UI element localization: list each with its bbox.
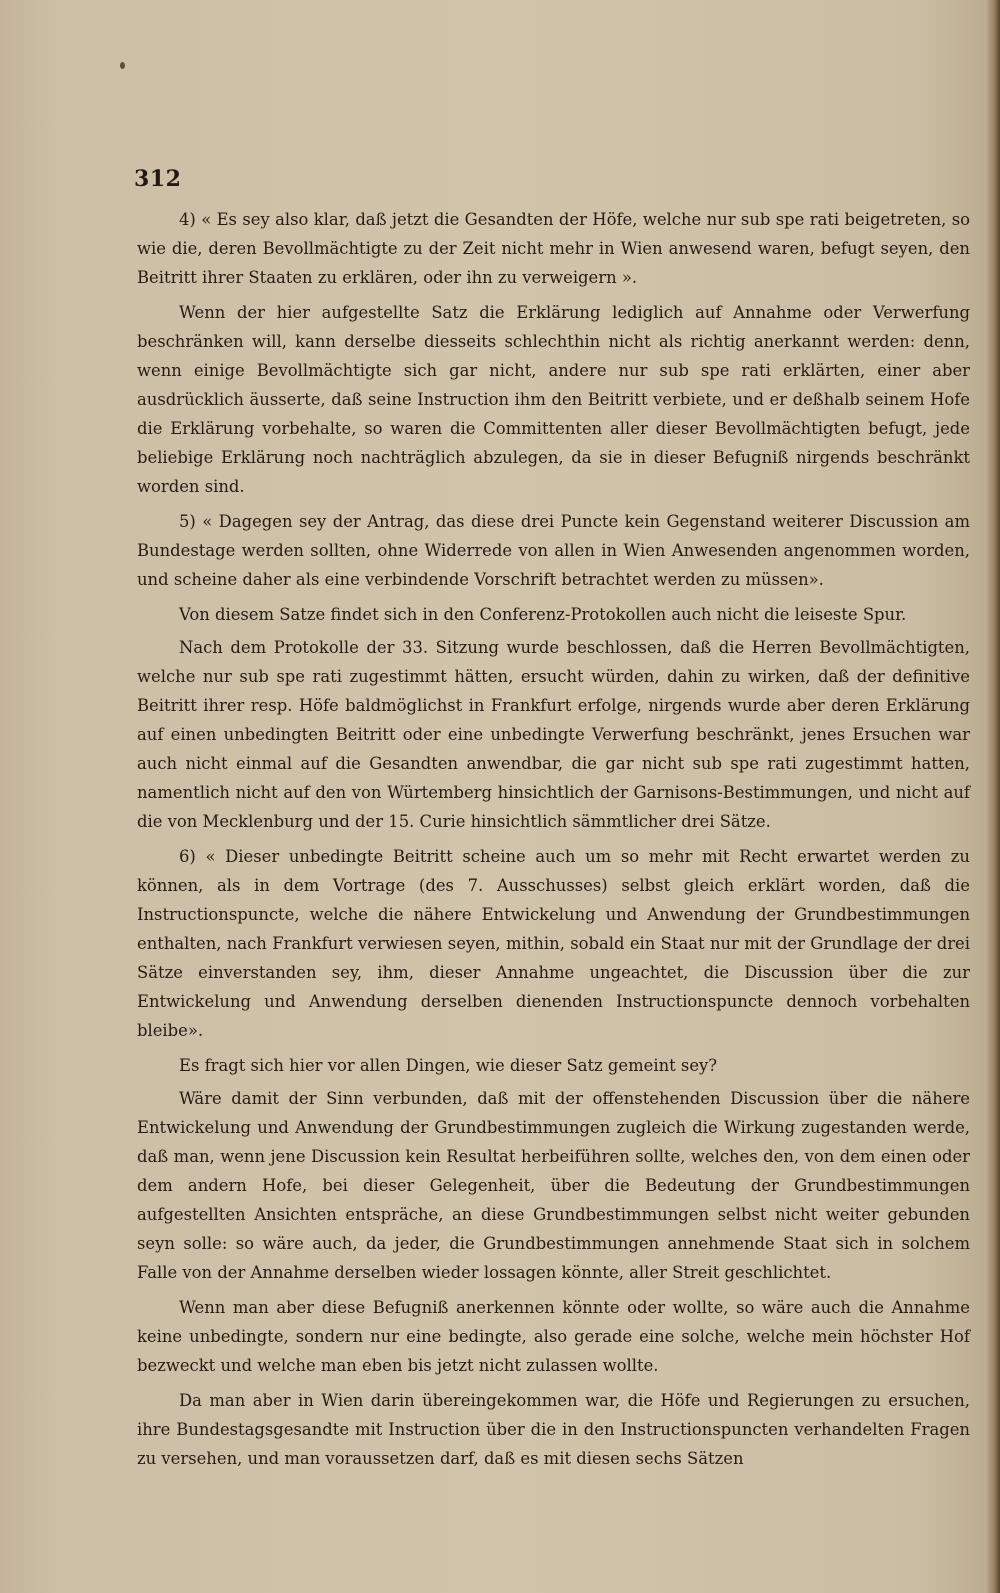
paragraph-6: 6) « Dieser unbedingte Beitritt scheine auch um so mehr mit Recht erwartet werden zu können, als in dem Vortrage (des 7. Ausschusses) selbst gleich erklärt worden, daß die Instructionspuncte, welche die nähere Entwickelung und Anwendung der Grundbestimmungen enthalten, nach Frankfurt verwiesen seyen, mithin, sobald ein Staat nur mit der Grundlage der drei Sätze einverstanden sey, ihm, dieser Annahme ungeachtet, die Discussion über die zur Entwickelung und Anwendung derselben dienenden Instructionspuncte dennoch vorbehalten bleibe». (137, 847, 970, 1040)
paragraph-2: Wenn der hier aufgestellte Satz die Erklärung lediglich auf Annahme oder Verwerfung beschränken will, kann derselbe diesseits schlechthin nicht als richtig anerkannt werden: denn, wenn einige Bevollmächtigte sich gar nicht, andere nur sub spe rati erklärten, einer aber ausdrücklich äusserte, daß seine Instruction ihm den Beitritt verbiete, und er deßhalb seinem Hofe die Erklärung vorbehalte, so waren die Committenten aller dieser Bevollmächtigten befugt, jede beliebige Erklärung noch nachträglich abzulegen, da sie in dieser Befugniß nirgends beschränkt worden sind. (137, 303, 970, 496)
body-text (137, 205, 970, 1479)
paragraph-10: Da man aber in Wien darin übereingekommen war, die Höfe und Regierungen zu ersuchen, ihre Bundestagsgesandte mit Instruction über die in den Instructionspuncten verhandelten Fragen zu versehen, und man voraussetzen darf, daß es mit diesen sechs Sätzen (137, 1391, 970, 1468)
paragraph-9: Wenn man aber diese Befugniß anerkennen könnte oder wollte, so wäre auch die Annahme keine unbedingte, sondern nur eine bedingte, also gerade eine solche, welche mein höchster Hof bezweckt und welche man eben bis jetzt nicht zulassen wollte. (137, 1298, 970, 1375)
paragraph-1: 4) « Es sey also klar, daß jetzt die Gesandten der Höfe, welche nur sub spe rati beigetreten, so wie die, deren Bevollmächtigte zu der Zeit nicht mehr in Wien anwesend waren, befugt seyen, den Beitritt ihrer Staaten zu erklären, oder ihn zu verweigern ». (137, 210, 970, 287)
page-number: 312 (134, 166, 182, 192)
page-edge-shadow (986, 0, 1000, 1593)
paragraph-5: Nach dem Protokolle der 33. Sitzung wurde beschlossen, daß die Herren Bevollmächtigten, welche nur sub spe rati zugestimmt hätten, ersucht würden, dahin zu wirken, daß der definitive Beitritt ihrer resp. Höfe baldmöglichst in Frankfurt erfolge, nirgends wurde aber deren Erklärung auf einen unbedingten Beitritt oder eine unbedingte Verwerfung beschränkt, jenes Ersuchen war auch nicht einmal auf die Gesandten anwendbar, die gar nicht sub spe rati zugestimmt hatten, namentlich nicht auf den von Würtemberg hinsichtlich der Garnisons-Bestimmungen, und nicht auf die von Mecklenburg und der 15. Curie hinsichtlich sämmtlicher drei Sätze. (137, 638, 970, 831)
ink-spot (120, 62, 125, 69)
paragraph-8: Wäre damit der Sinn verbunden, daß mit der offenstehenden Discussion über die nähere Entwickelung und Anwendung der Grundbestimmungen zugleich die Wirkung zugestanden werde, daß man, wenn jene Discussion kein Resultat herbeiführen sollte, welches den, von dem einen oder dem andern Hofe, bei dieser Gelegenheit, über die Bedeutung der Grundbestimmungen aufgestellten Ansichten entspräche, an diese Grundbestimmungen selbst nicht weiter gebunden seyn solle: so wäre auch, da jeder, die Grundbestimmungen annehmende Staat sich in solchem Falle von der Annahme derselben wieder lossagen könnte, aller Streit geschlichtet. (137, 1089, 970, 1282)
paragraph-3: 5) « Dagegen sey der Antrag, das diese drei Puncte kein Gegenstand weiterer Discussion am Bundestage werden sollten, ohne Widerrede von allen in Wien Anwesenden angenommen worden, und scheine daher als eine verbindende Vorschrift betrachtet werden zu müssen». (137, 512, 970, 589)
paragraph-4: Von diesem Satze findet sich in den Conferenz-Protokollen auch nicht die leiseste Spur. (179, 605, 907, 624)
paragraph-7: Es fragt sich hier vor allen Dingen, wie dieser Satz gemeint sey? (179, 1056, 718, 1075)
